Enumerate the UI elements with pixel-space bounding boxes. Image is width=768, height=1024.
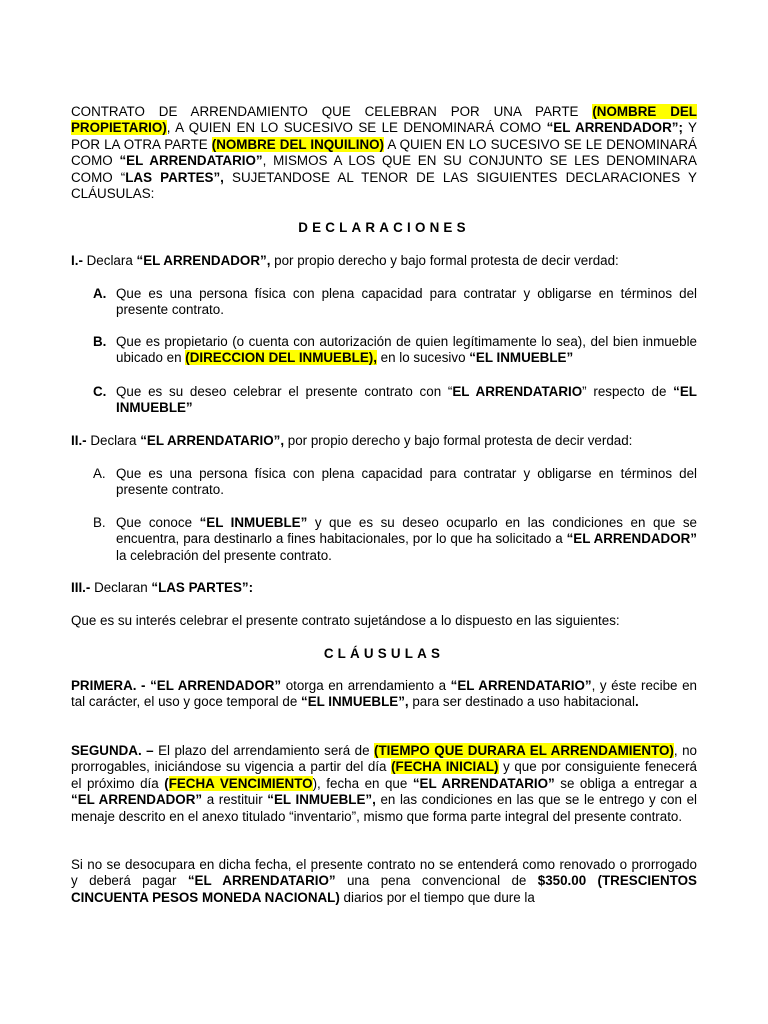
list-item-text-part: Que es propietario (o cuenta con autorización de quien legítimamente lo sea), del bien inmueble ubicado en: [116, 334, 697, 366]
list-item-text: [116, 384, 697, 417]
term-las-partes: “LAS PARTES”:: [151, 580, 254, 595]
term-arrendador: “EL ARRENDADOR”;: [546, 120, 683, 136]
clause-segunda: [71, 743, 697, 825]
clause-text: otorga en arrendamiento a: [281, 678, 451, 693]
list-item-text-part: Que conoce: [116, 515, 200, 530]
declaration-2-item-b: [93, 515, 697, 564]
term-arrendador: “EL ARRENDADOR”: [150, 678, 282, 693]
declaration-3: [71, 580, 697, 596]
term-arrendador: “EL ARRENDADOR”: [566, 531, 697, 547]
term-arrendador: “EL ARRENDADOR”: [71, 792, 203, 808]
declaration-text: Declara: [86, 433, 141, 448]
declaration-text: Declara: [82, 253, 137, 268]
duration-placeholder: (TIEMPO QUE DURARA EL ARRENDAMIENTO): [374, 743, 674, 758]
declaration-number: III.-: [71, 580, 91, 595]
term-arrendatario: “EL ARRENDATARIO”: [450, 678, 592, 693]
declaration-1-item-a: [93, 286, 697, 319]
term-las-partes: LAS PARTES”,: [125, 169, 224, 185]
list-item-text-part: ” respecto de: [582, 384, 674, 399]
intro-text: , A QUIEN EN LO SUCESIVO SE LE DENOMINARÁ COMO: [166, 120, 547, 136]
tenant-name-placeholder: (NOMBRE DEL INQUILINO): [211, 136, 385, 152]
term-inmueble: “EL INMUEBLE”: [116, 384, 697, 416]
penalty-amount: $350.00 (TRESCIENTOS CINCUENTA PESOS MONEDA NACIONAL): [71, 873, 697, 905]
list-marker: C.: [93, 384, 107, 399]
declaration-1-item-c: [93, 384, 697, 417]
clause-text: y que por consiguiente fenecerá el próximo día: [71, 759, 697, 791]
intro-paragraph: [71, 104, 697, 202]
declaraciones-heading: DECLARACIONES: [298, 220, 470, 235]
clause-text: , y éste recibe en tal carácter, el uso y goce temporal de: [71, 678, 697, 710]
intro-text: A QUIEN EN LO SUCESIVO SE LE DENOMINARÁ COMO: [71, 136, 697, 169]
penalty-text: Si no se desocupara en dicha fecha, el presente contrato no se entenderá como renovado o prorrogado y deberá pagar: [71, 857, 697, 889]
declaration-3-text: Que es su interés celebrar el presente contrato sujetándose a lo dispuesto en las siguientes:: [71, 613, 620, 628]
clause-text: , no prorrogables, iniciándose su vigencia a partir del día: [71, 743, 697, 775]
clause-text: a restituir: [202, 792, 268, 808]
declaration-1-item-b: [93, 334, 697, 367]
declaration-2-item-a: [93, 466, 697, 499]
term-arrendatario: “EL ARRENDATARIO”: [119, 153, 263, 169]
owner-name-placeholder: (NOMBRE DEL PROPIETARIO): [71, 104, 697, 136]
intro-text: Y POR LA OTRA PARTE: [71, 120, 697, 152]
clausulas-heading: CLÁUSULAS: [323, 646, 445, 661]
penalty-paragraph: [71, 857, 697, 906]
term-inmueble: “EL INMUEBLE”: [199, 515, 308, 530]
term-arrendatario: “EL ARRENDATARIO”: [412, 775, 555, 791]
address-placeholder: (DIRECCION DEL INMUEBLE),: [185, 350, 377, 366]
list-item-text: [116, 334, 697, 367]
list-item-text-part: en lo sucesivo: [376, 350, 470, 366]
term-arrendatario: “EL ARRENDATARIO”: [187, 873, 336, 889]
list-item-text-part: la celebración del presente contrato.: [116, 547, 332, 563]
term-inmueble: “EL INMUEBLE”,: [267, 792, 376, 808]
declaration-text: por propio derecho y bajo formal protesta de decir verdad:: [270, 253, 619, 268]
declaration-number: I.-: [71, 253, 83, 268]
declaration-2: [71, 433, 697, 449]
end-date-placeholder: FECHA VENCIMIENTO: [168, 775, 313, 791]
clause-text: El plazo del arrendamiento será de: [153, 743, 375, 758]
clause-text: ), fecha en que: [312, 775, 413, 791]
clause-label: SEGUNDA. –: [71, 743, 154, 758]
term-inmueble: “EL INMUEBLE”,: [301, 694, 409, 710]
list-item-text-part: y que es su deseo ocuparlo en las condiciones en que se encuentra, para destinarlo a fines habitacionales, por lo que ha solicitado a: [116, 515, 697, 547]
clause-primera: [71, 678, 697, 711]
list-marker: B.: [93, 515, 106, 530]
term-inmueble: “EL INMUEBLE”: [469, 350, 574, 366]
clause-text: para ser destinado a uso habitacional: [408, 694, 635, 710]
list-marker: A.: [93, 466, 106, 481]
list-marker: A.: [93, 286, 107, 301]
penalty-text: diarios por el tiempo que dure la: [339, 889, 535, 905]
declaration-number: II.-: [71, 433, 87, 448]
declaration-text: Declaran: [90, 580, 152, 595]
clause-label: PRIMERA. -: [71, 678, 146, 693]
penalty-text: una pena convencional de: [335, 873, 538, 889]
clause-period: .: [634, 694, 639, 710]
list-item-text: Que es una persona física con plena capacidad para contratar y obligarse en términos del presente contrato.: [116, 466, 697, 498]
list-item-text-part: Que es su deseo celebrar el presente contrato con “: [116, 384, 453, 399]
paren-open: (: [164, 775, 169, 791]
list-item-text: Que es una persona física con plena capacidad para contratar y obligarse en términos del presente contrato.: [116, 286, 697, 318]
list-marker: B.: [93, 334, 107, 349]
declaration-1: [71, 253, 697, 269]
term-arrendatario: EL ARRENDATARIO: [452, 384, 583, 399]
intro-text: , MISMOS A LOS QUE EN SU CONJUNTO SE LES DENOMINARA COMO “: [71, 153, 697, 185]
term-arrendador: “EL ARRENDADOR”,: [136, 253, 271, 268]
clause-text: en las condiciones en las que se le entrego y con el menaje descrito en el anexo titulado “inventario”, mismo que forma parte integral del presente contrato.: [71, 792, 697, 824]
start-date-placeholder: (FECHA INICIAL): [391, 759, 499, 775]
list-item-text: [116, 515, 697, 564]
intro-text: SUJETANDOSE AL TENOR DE LAS SIGUIENTES DECLARACIONES Y CLÁUSULAS:: [71, 169, 697, 202]
term-arrendatario: “EL ARRENDATARIO”,: [140, 433, 285, 448]
clause-text: se obliga a entregar a: [554, 775, 697, 791]
intro-text: CONTRATO DE ARRENDAMIENTO QUE CELEBRAN POR UNA PARTE: [71, 104, 593, 119]
declaration-text: por propio derecho y bajo formal protesta de decir verdad:: [284, 433, 633, 448]
